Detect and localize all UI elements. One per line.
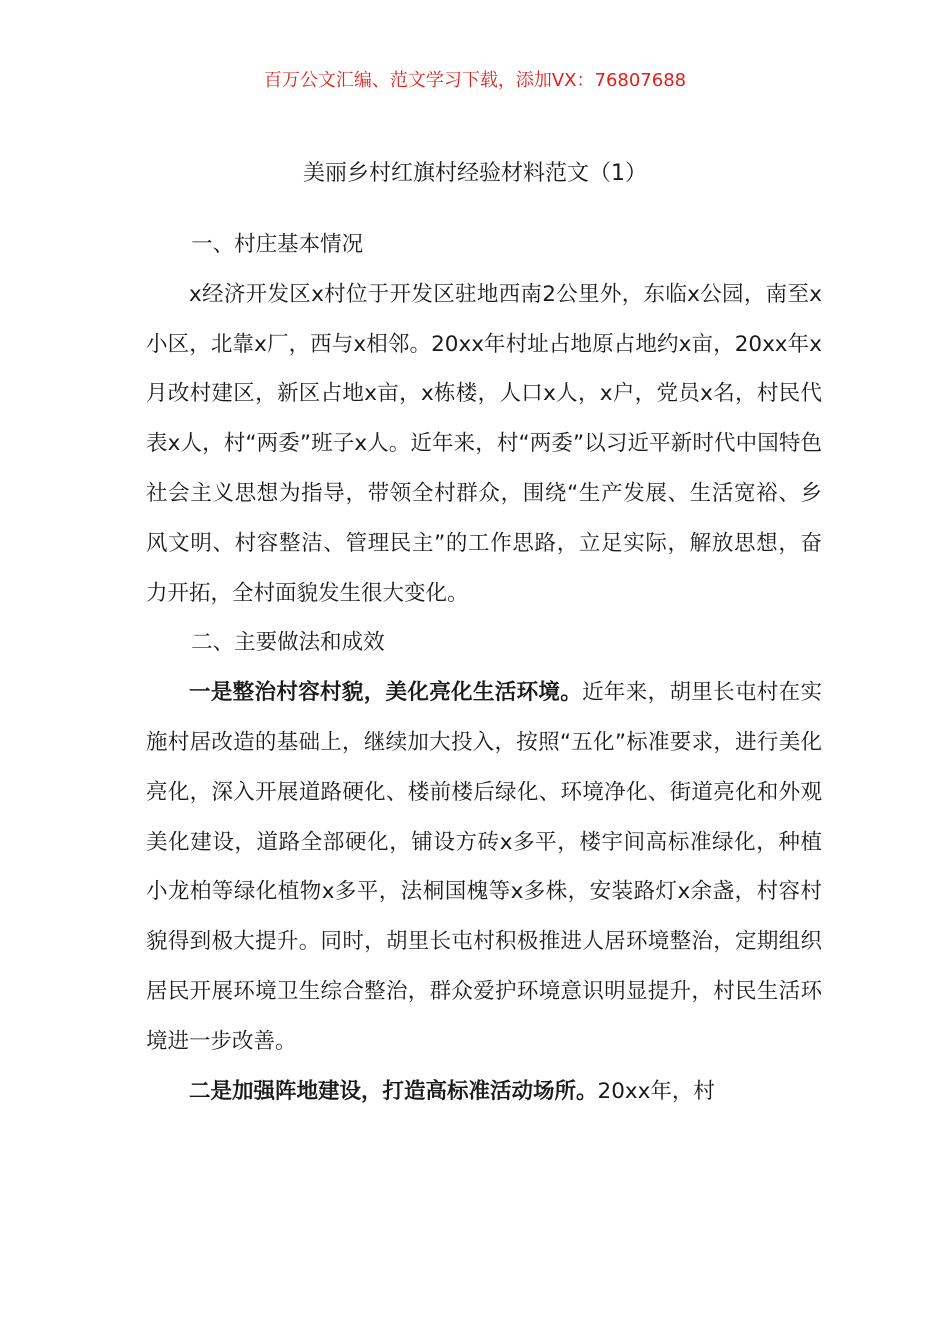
paragraph-environment (146, 668, 822, 1066)
paragraph-venue (146, 1067, 822, 1117)
paragraph-venue-lead: 二是加强阵地建设，打造高标准活动场所。 (189, 1078, 598, 1104)
document-body (146, 220, 822, 1116)
paragraph-village-overview: x经济开发区x村位于开发区驻地西南2公里外，东临x公园，南至x小区，北靠x厂，西与x相邻。20xx年村址占地原占地约x亩，20xx年x月改村建区，新区占地x亩，x栋楼，人口x人，x户，党员x名，村民代表x人，村“两委”班子x人。近年来，村“两委”以习近平新时代中国特色社会主义思想为指导，带领全村群众，围绕“生产发展、生活宽裕、乡风文明、村容整洁、管理民主”的工作思路，立足实际，解放思想，奋力开拓，全村面貌发生很大变化。 (146, 281, 822, 606)
paragraph-environment-body: 近年来，胡里长屯村在实施村居改造的基础上，继续加大投入，按照“五化”标准要求，进行美化亮化，深入开展道路硬化、楼前楼后绿化、环境净化、街道亮化和外观美化建设，道路全部硬化，铺设方砖x多平，楼宇间高标准绿化，种植小龙柏等绿化植物x多平，法桐国槐等x多株，安装路灯x余盏，村容村貌得到极大提升。同时，胡里长屯村积极推进人居环境整治，定期组织居民开展环境卫生综合整治，群众爱护环境意识明显提升，村民生活环境进一步改善。 (146, 680, 822, 1054)
header-banner: 百万公文汇编、范文学习下载，添加VX：76807688 (263, 70, 687, 91)
paragraph-environment-lead: 一是整治村容村貌，美化亮化生活环境。 (189, 680, 583, 706)
section-heading-main-practices: 二、主要做法和成效 (191, 630, 385, 656)
document-title: 美丽乡村红旗村经验材料范文（1） (303, 161, 647, 186)
paragraph-venue-body: 20xx年，村 (597, 1078, 715, 1104)
section-heading-basic-info: 一、村庄基本情况 (191, 232, 364, 257)
